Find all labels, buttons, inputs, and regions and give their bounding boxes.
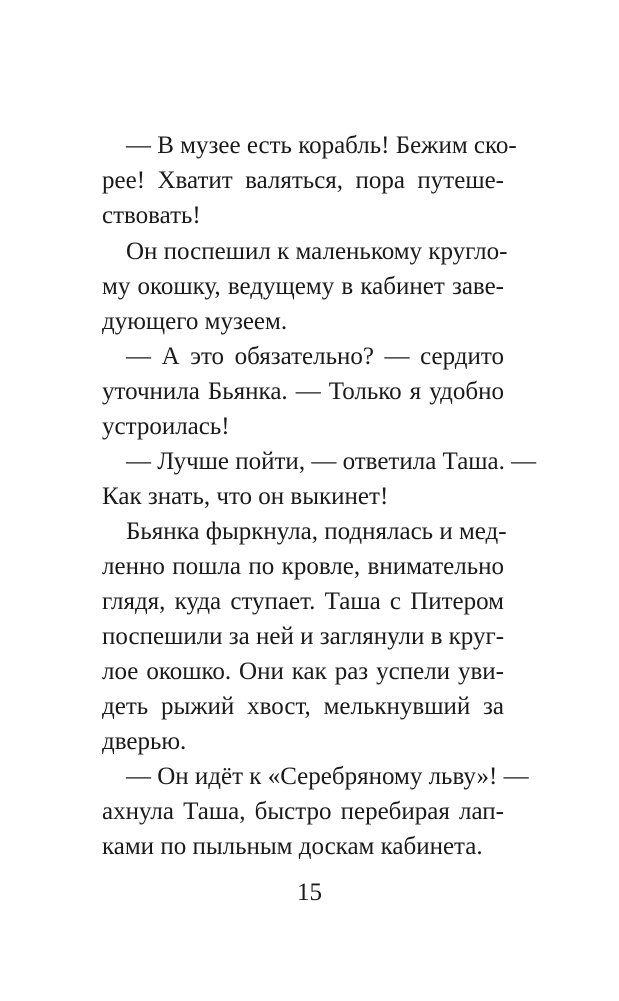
text-line: рее! Хватит валяться, пора путеше- (102, 167, 504, 194)
text-line: ленно пошла по кровле, внимательно (102, 553, 504, 580)
text-line: — Он идёт к «Серебряному льву»! — (126, 763, 529, 790)
text-line: — А это обязательно? — сердито (126, 343, 504, 370)
text-line: дверью. (102, 728, 187, 755)
text-line: устроилась! (102, 413, 230, 440)
text-line: поспешили за ней и заглянули в круг- (102, 623, 505, 650)
text-line: дующего музеем. (102, 308, 288, 335)
text-line: ками по пыльным доскам кабинета. (102, 833, 483, 860)
text-line: Он поспешил к маленькому кругло- (126, 238, 508, 265)
text-line: уточнила Бьянка. — Только я удобно (102, 378, 504, 405)
text-line: — Лучше пойти, — ответила Таша. — (126, 448, 537, 475)
text-line: — В музее есть корабль! Бежим ско- (126, 132, 517, 159)
text-line: деть рыжий хвост, мелькнувший за (102, 693, 504, 720)
text-line: ствовать! (102, 202, 201, 229)
text-line: Как знать, что он выкинет! (102, 483, 389, 510)
page-number: 15 (297, 879, 322, 906)
text-line: глядя, куда ступает. Таша с Питером (102, 588, 504, 615)
text-line: Бьянка фыркнула, поднялась и мед- (126, 518, 507, 545)
text-line: лое окошко. Они как раз успели уви- (102, 658, 504, 685)
text-line: му окошку, ведущему в кабинет заве- (102, 273, 504, 300)
text-line: ахнула Таша, быстро перебирая лап- (102, 798, 504, 825)
